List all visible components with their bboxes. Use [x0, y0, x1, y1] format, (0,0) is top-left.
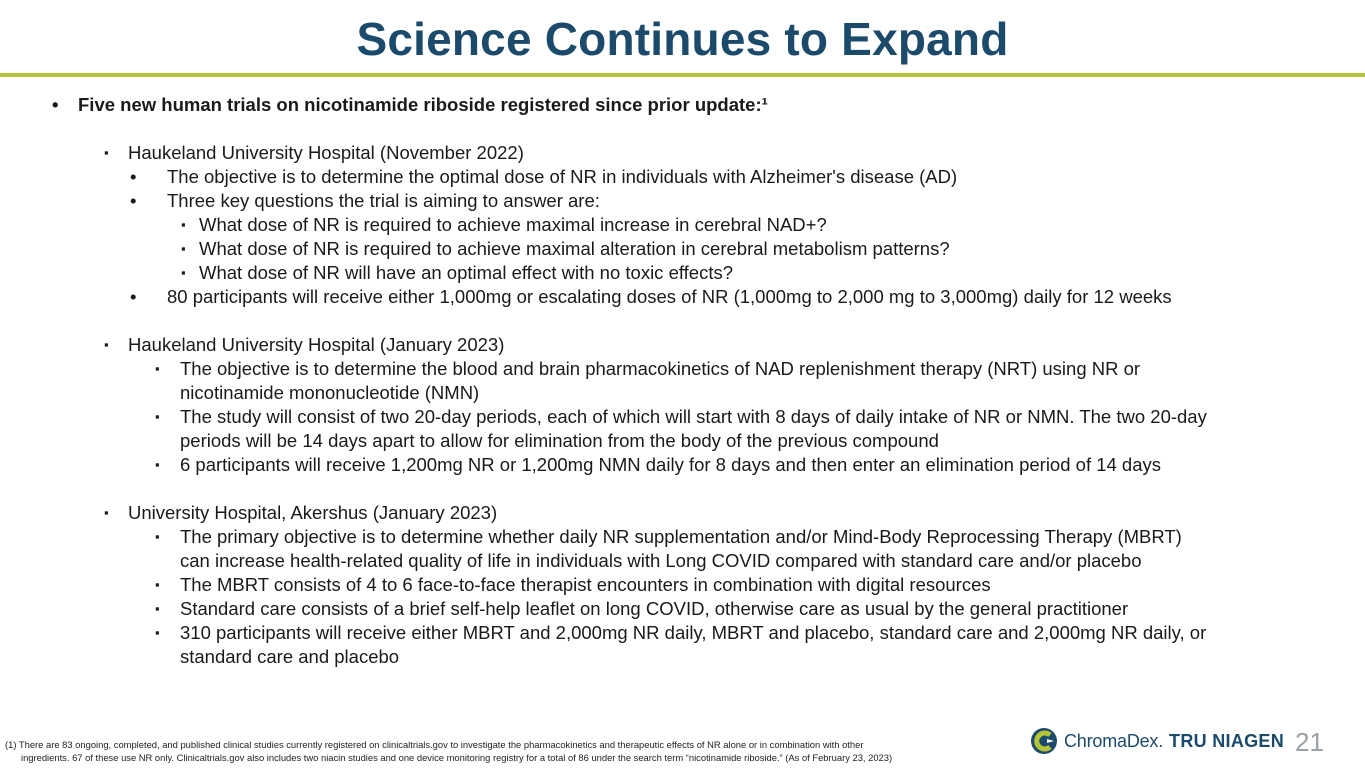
trial1-question-3: What dose of NR will have an optimal effect with no toxic effects?: [199, 262, 734, 283]
bullet-square: ▪: [155, 457, 160, 472]
trial1-questions-intro: Three key questions the trial is aiming to answer are:: [167, 190, 600, 211]
trial1-question-1: What dose of NR is required to achieve maximal increase in cerebral NAD+?: [199, 214, 827, 235]
bullet-round: •: [130, 190, 137, 211]
bullet-round: •: [130, 166, 137, 187]
trial2-objective-line1: The objective is to determine the blood and brain pharmacokinetics of NAD replenishment therapy (NRT) using NR or: [180, 358, 1141, 379]
trial2-study-line1: The study will consist of two 20-day periods, each of which will start with 8 days of daily intake of NR or NMN. The two 20-day: [180, 406, 1207, 427]
footnote: [5, 738, 1015, 764]
company-logo: [1030, 725, 1284, 757]
chromadex-wordmark: ChromaDex.: [1064, 730, 1164, 751]
trial3-objective-line1: The primary objective is to determine whether daily NR supplementation and/or Mind-Body Reprocessing Therapy (MBRT): [180, 526, 1182, 547]
bullet-square: ▪: [155, 577, 160, 592]
footnote-line2: ingredients. 67 of these use NR only. Clinicaltrials.gov also includes two niacin studies and one device monitoring registry for a total of 86 under the search term “nicotinamide riboside.” (As of February 23, 2023): [21, 752, 893, 763]
trial2-participants: 6 participants will receive 1,200mg NR or 1,200mg NMN daily for 8 days and then enter an elimination period of 14 days: [180, 454, 1162, 475]
trial3-mbrt: The MBRT consists of 4 to 6 face-to-face therapist encounters in combination with digital resources: [180, 574, 991, 595]
bullet-round: •: [52, 94, 59, 115]
bullet-square: ▪: [104, 145, 109, 160]
page-number: 21: [1295, 727, 1324, 757]
trial2-heading: Haukeland University Hospital (January 2023): [128, 334, 505, 355]
bullet-square: ▪: [155, 529, 160, 544]
title-divider: [0, 73, 1365, 77]
trial1-question-2: What dose of NR is required to achieve maximal alteration in cerebral metabolism patterns?: [199, 238, 950, 259]
trial1-heading: Haukeland University Hospital (November 2022): [128, 142, 524, 163]
trial1-objective: The objective is to determine the optimal dose of NR in individuals with Alzheimer's disease (AD): [167, 166, 958, 187]
bullet-square: ▪: [155, 625, 160, 640]
lead-text: Five new human trials on nicotinamide riboside registered since prior update:¹: [78, 94, 768, 115]
footnote-line1: (1) There are 83 ongoing, completed, and published clinical studies currently registered on clinicaltrials.gov to investigate the pharmacokinetics and therapeutic effects of NR alone or in combination with other: [5, 739, 864, 750]
trial3-heading: University Hospital, Akershus (January 2023): [128, 502, 498, 523]
chromadex-logo-icon: [1030, 727, 1058, 755]
tru-niagen-wordmark: TRU NIAGEN: [1169, 730, 1285, 751]
trial2-objective-line2: nicotinamide mononucleotide (NMN): [180, 382, 480, 403]
bullet-square: ▪: [155, 601, 160, 616]
bullet-square: ▪: [104, 337, 109, 352]
page-title: Science Continues to Expand: [356, 13, 1009, 65]
trial3-standard-care: Standard care consists of a brief self-help leaflet on long COVID, otherwise care as usual by the general practitioner: [180, 598, 1129, 619]
bullet-square: ▪: [181, 265, 186, 280]
bullet-round: •: [130, 286, 137, 307]
bullet-square: ▪: [155, 409, 160, 424]
trial3-objective-line2: can increase health-related quality of life in individuals with Long COVID compared with standard care and/or placebo: [180, 550, 1142, 571]
trial3-participants-line1: 310 participants will receive either MBRT and 2,000mg NR daily, MBRT and placebo, standard care and 2,000mg NR daily, or: [180, 622, 1207, 643]
trial2-study-line2: periods will be 14 days apart to allow for elimination from the body of the previous compound: [180, 430, 939, 451]
bullet-square: ▪: [181, 241, 186, 256]
trial3-participants-line2: standard care and placebo: [180, 646, 400, 667]
bullet-square: ▪: [181, 217, 186, 232]
bullet-square: ▪: [104, 505, 109, 520]
trial1-participants: 80 participants will receive either 1,000mg or escalating doses of NR (1,000mg to 2,000 mg to 3,000mg) daily for 12 weeks: [167, 286, 1172, 307]
bullet-square: ▪: [155, 361, 160, 376]
